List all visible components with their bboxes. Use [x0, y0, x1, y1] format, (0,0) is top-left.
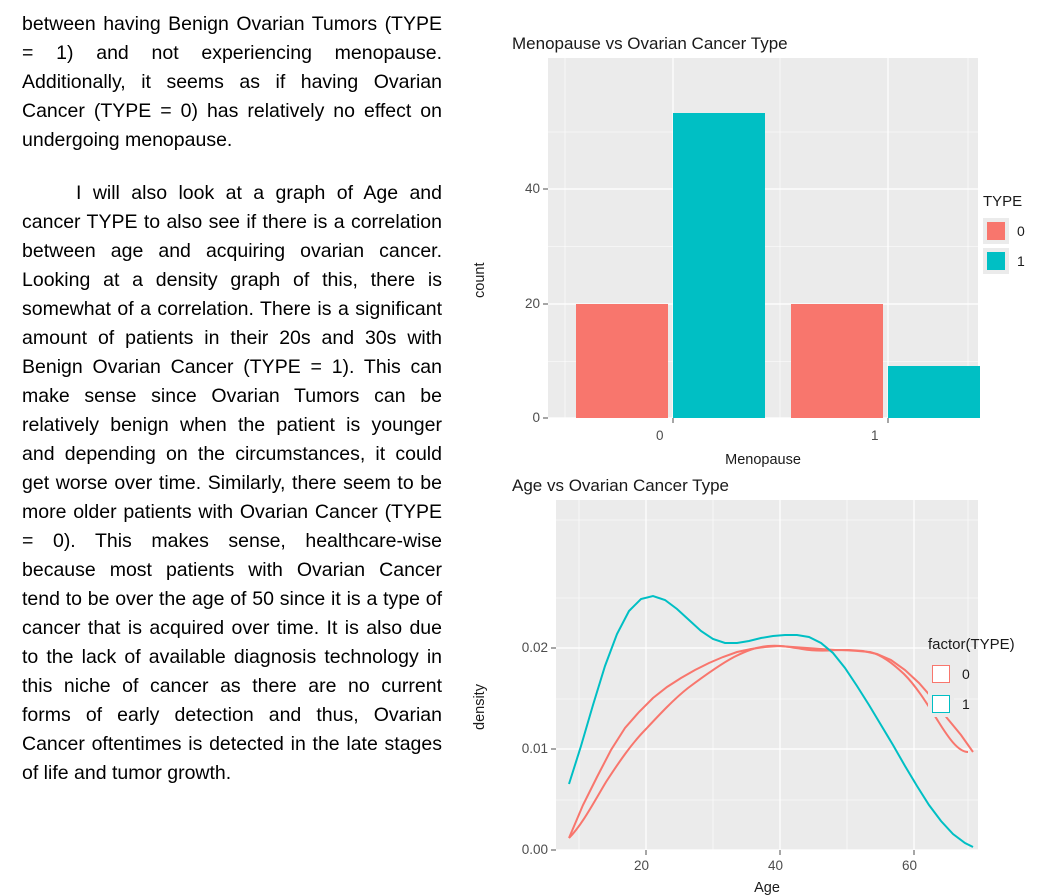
- chart1-legend-label-1: 1: [1017, 253, 1025, 269]
- chart1-legend-item-1[interactable]: [983, 248, 1025, 274]
- paragraph-1: between having Benign Ovarian Tumors (TYPE = 1) and not experiencing menopause. Additionally, it seems as if having Ovarian Cancer (TYPE = 0) has relatively no effect on undergoing menopause.: [22, 13, 442, 151]
- bar-menopause1-type1: [888, 366, 980, 418]
- chart1-ytick-20: 20: [524, 296, 540, 311]
- chart1-ytick-0: 0: [532, 410, 540, 425]
- bar-menopause1-type0: [791, 304, 883, 418]
- chart1-x-axis-label: Menopause: [725, 452, 801, 468]
- chart-menopause-vs-type: [470, 28, 1030, 468]
- legend-key-icon: [928, 661, 954, 687]
- chart2-legend-label-1: 1: [962, 696, 970, 712]
- chart1-xtick-0: 0: [656, 428, 664, 443]
- chart1-plot: [502, 58, 992, 425]
- bar-menopause0-type0: [576, 304, 668, 418]
- chart2-ytick-001: 0.01: [521, 741, 548, 756]
- chart2-legend-item-1[interactable]: [928, 691, 1015, 717]
- chart2-title: Age vs Ovarian Cancer Type: [512, 476, 730, 495]
- body-text-column: [22, 10, 442, 788]
- chart2-plot: [502, 500, 992, 857]
- chart2-ytick-000: 0.00: [521, 842, 548, 857]
- chart2-xtick-20: 20: [634, 858, 650, 873]
- chart2-legend-item-0[interactable]: [928, 661, 1015, 687]
- paragraph-2: I will also look at a graph of Age and cancer TYPE to also see if there is a correlation between age and acquiring ovarian cancer. Looking at a density graph of this, there is somewhat of a correlation. There is a significant amount of patients in their 20s and 30s with Benign Ovarian Cancer (TYPE = 1). This can make sense since Ovarian Tumors can be relatively benign when the patient is younger and depending on the circumstances, it could get worse over time. Similarly, there seem to be more older patients with Ovarian Cancer (TYPE = 0). This makes sense, healthcare-wise because most patients with Ovarian Cancer tend to be over the age of 50 since it is a type of cancer that is acquired over time. It is also due to the lack of available diagnosis technology in this niche of cancer as there are no current forms of early detection and thus, Ovarian Cancer oftentimes is detected in the late stages of life and tumor growth.: [22, 182, 442, 784]
- chart2-legend-label-0: 0: [962, 666, 970, 682]
- chart1-title: Menopause vs Ovarian Cancer Type: [512, 34, 788, 53]
- legend-key-icon: [983, 248, 1009, 274]
- chart2-xtick-40: 40: [768, 858, 784, 873]
- chart1-y-axis-label: count: [472, 262, 488, 298]
- chart2-legend-title: factor(TYPE): [928, 636, 1015, 653]
- chart1-xtick-1: 1: [871, 428, 879, 443]
- chart1-legend: [983, 193, 1025, 278]
- chart2-legend: [928, 636, 1015, 721]
- chart2-ytick-002: 0.02: [521, 640, 548, 655]
- legend-key-icon: [983, 218, 1009, 244]
- bar-menopause0-type1: [673, 113, 765, 418]
- legend-key-icon: [928, 691, 954, 717]
- chart2-x-axis-label: Age: [754, 880, 780, 896]
- chart2-xtick-60: 60: [902, 858, 918, 873]
- chart2-y-axis-label: density: [472, 684, 488, 730]
- chart1-ytick-40: 40: [524, 181, 540, 196]
- chart1-legend-item-0[interactable]: [983, 218, 1025, 244]
- chart1-legend-title: TYPE: [983, 193, 1023, 210]
- chart1-legend-label-0: 0: [1017, 223, 1025, 239]
